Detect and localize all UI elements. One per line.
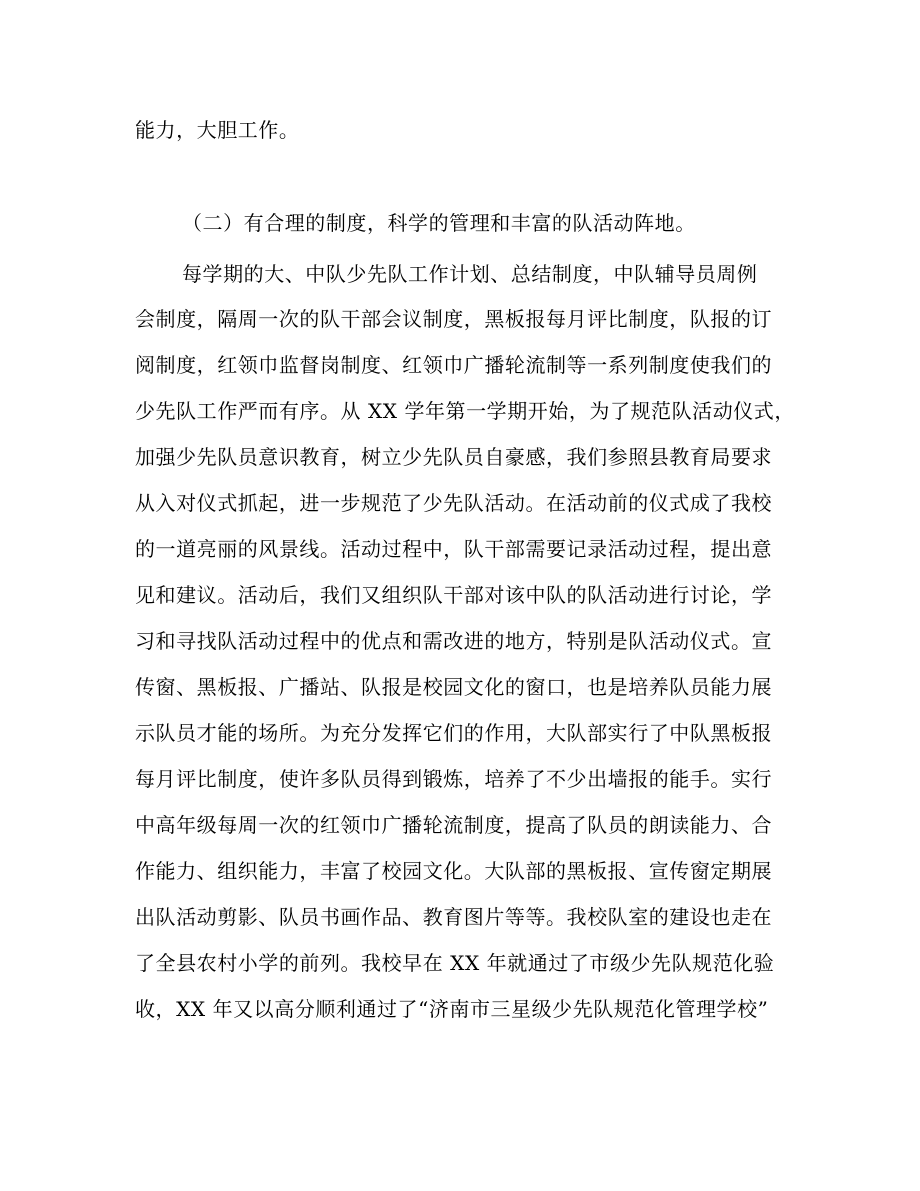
paragraph-first-line: 每学期的大、中队少先队工作计划、总结制度，中队辅导员周例	[182, 262, 758, 286]
text-line: 收，XX 年又以高分顺利通过了“济南市三星级少先队规范化管理学校”	[135, 997, 769, 1021]
text-line: 习和寻找队活动过程中的优点和需改进的地方，特别是队活动仪式。宣	[135, 629, 773, 653]
text-line: 阅制度，红领巾监督岗制度、红领巾广播轮流制等一系列制度使我们的	[135, 353, 773, 377]
text-line: 见和建议。活动后，我们又组织队干部对该中队的队活动进行讨论，学	[135, 583, 773, 607]
text-line: 每月评比制度，使许多队员得到锻炼，培养了不少出墙报的能手。实行	[135, 767, 773, 791]
text-line: 会制度，隔周一次的队干部会议制度，黑板报每月评比制度，队报的订	[135, 307, 773, 331]
text-line: 能力，大胆工作。	[135, 118, 300, 142]
text-line: 作能力、组织能力，丰富了校园文化。大队部的黑板报、宣传窗定期展	[135, 859, 773, 883]
text-line: 示队员才能的场所。为充分发挥它们的作用，大队部实行了中队黑板报	[135, 721, 773, 745]
text-line: 的一道亮丽的风景线。活动过程中，队干部需要记录活动过程，提出意	[135, 537, 773, 561]
text-line: 出队活动剪影、队员书画作品、教育图片等等。我校队室的建设也走在	[135, 905, 773, 929]
text-line: 了全县农村小学的前列。我校早在 XX 年就通过了市级少先队规范化验	[135, 951, 775, 975]
text-line: 从入对仪式抓起，进一步规范了少先队活动。在活动前的仪式成了我校	[135, 491, 773, 515]
text-line: 少先队工作严而有序。从 XX 学年第一学期开始，为了规范队活动仪式，	[135, 399, 795, 423]
section-heading: （二）有合理的制度，科学的管理和丰富的队活动阵地。	[182, 211, 696, 235]
text-line: 加强少先队员意识教育，树立少先队员自豪感，我们参照县教育局要求	[135, 445, 773, 469]
text-line: 中高年级每周一次的红领巾广播轮流制度，提高了队员的朗读能力、合	[135, 813, 773, 837]
text-line: 传窗、黑板报、广播站、队报是校园文化的窗口，也是培养队员能力展	[135, 675, 773, 699]
